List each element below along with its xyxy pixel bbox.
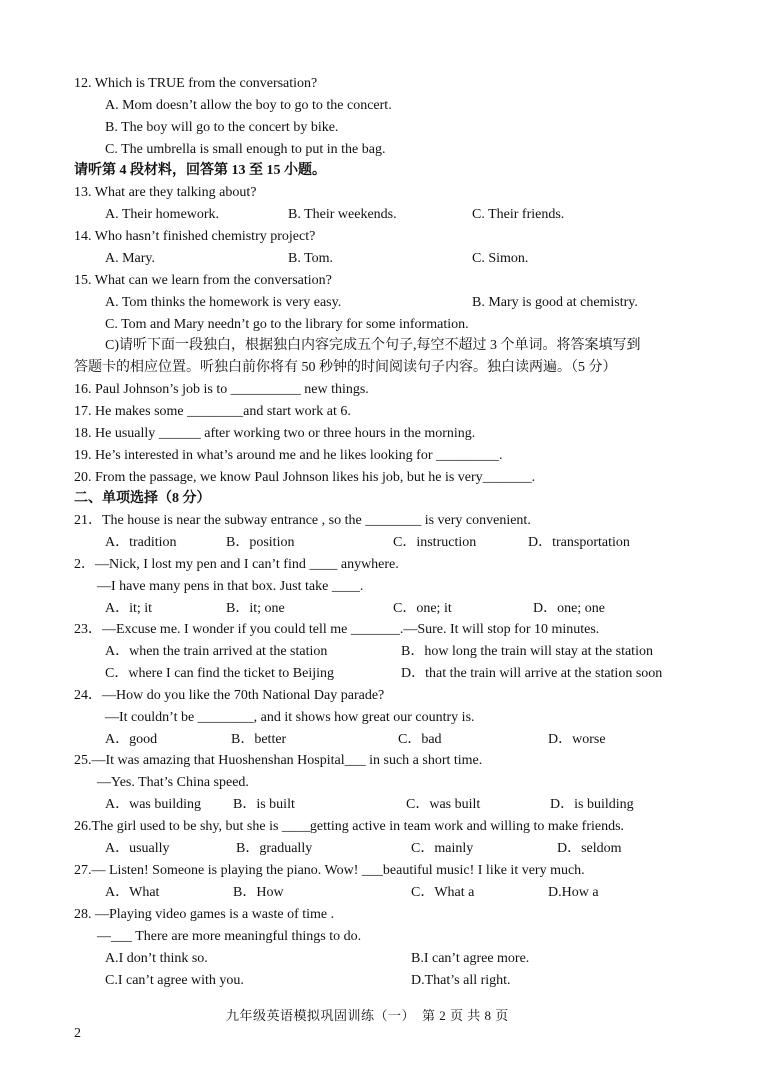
option-23c: C．where I can find the ticket to Beijing [105, 666, 334, 681]
option-28c: C.I can’t agree with you. [105, 973, 244, 988]
option-25a: A．was building [105, 797, 202, 812]
option-12b: B. The boy will go to the concert by bike. [105, 120, 339, 135]
option-21b: B．position [226, 535, 295, 550]
question-20: 20. From the passage, we know Paul Johnson likes his job, but he is very_______. [74, 470, 536, 485]
option-25c: C．was built [406, 797, 481, 812]
option-24a: A．good [105, 732, 158, 747]
option-13b: B. Their weekends. [288, 207, 397, 222]
question-15: 15. What can we learn from the conversation? [74, 273, 332, 288]
option-14b: B. Tom. [288, 251, 334, 266]
question-22: 2．—Nick, I lost my pen and I can’t find ____ anywhere. [74, 557, 399, 572]
question-12: 12. Which is TRUE from the conversation? [74, 76, 318, 91]
question-18: 18. He usually ______ after working two or three hours in the morning. [74, 426, 476, 441]
option-22d: D．one; one [533, 601, 605, 616]
option-28b: B.I can’t agree more. [411, 951, 530, 966]
option-13c: C. Their friends. [472, 207, 565, 222]
question-16: 16. Paul Johnson’s job is to __________ new things. [74, 382, 369, 397]
option-28d: D.That’s all right. [411, 973, 511, 988]
question-25-response: —Yes. That’s China speed. [97, 775, 249, 790]
option-23d: D．that the train will arrive at the station soon [401, 666, 663, 681]
option-24b: B．better [231, 732, 287, 747]
section-c-instruction-2: 答题卡的相应位置。听独白前你将有 50 秒钟的时间阅读句子内容。独白读两遍。（5 分） [74, 360, 617, 375]
option-26c: C．mainly [411, 841, 474, 856]
option-22c: C．one; it [393, 601, 452, 616]
question-26: 26.The girl used to be shy, but she is ____getting active in team work and willing to make friends. [74, 819, 625, 834]
option-25d: D．is building [550, 797, 634, 812]
option-27a: A．What [105, 885, 160, 900]
option-27c: C．What a [411, 885, 475, 900]
option-25b: B．is built [233, 797, 295, 812]
option-22b: B．it; one [226, 601, 285, 616]
section-2-heading: 二、单项选择（8 分） [74, 491, 211, 506]
option-12c: C. The umbrella is small enough to put in the bag. [105, 142, 386, 157]
question-19: 19. He’s interested in what’s around me and he likes looking for _________. [74, 448, 503, 463]
option-15b: B. Mary is good at chemistry. [472, 295, 638, 310]
option-22a: A．it; it [105, 601, 153, 616]
page-footer: 九年级英语模拟巩固训练（一） 第 2 页 共 8 页 [226, 1008, 509, 1023]
option-26a: A．usually [105, 841, 170, 856]
question-17: 17. He makes some ________and start work at 6. [74, 404, 351, 419]
question-22-response: —I have many pens in that box. Just take ____. [97, 579, 364, 594]
option-23a: A．when the train arrived at the station [105, 644, 328, 659]
option-14a: A. Mary. [105, 251, 156, 266]
option-28a: A.I don’t think so. [105, 951, 208, 966]
section-instruction-4: 请听第 4 段材料，回答第 13 至 15 小题。 [74, 163, 326, 178]
question-24-response: —It couldn’t be ________, and it shows how great our country is. [105, 710, 475, 725]
option-15a: A. Tom thinks the homework is very easy. [105, 295, 342, 310]
question-13: 13. What are they talking about? [74, 185, 257, 200]
option-27b: B．How [233, 885, 284, 900]
option-21a: A．tradition [105, 535, 177, 550]
question-27: 27.— Listen! Someone is playing the piano. Wow! ___beautiful music! I like it very much. [74, 863, 585, 878]
option-21d: D．transportation [528, 535, 630, 550]
option-21c: C．instruction [393, 535, 477, 550]
option-12a: A. Mom doesn’t allow the boy to go to the concert. [105, 98, 392, 113]
question-21: 21．The house is near the subway entrance , so the ________ is very convenient. [74, 513, 531, 528]
question-25: 25.—It was amazing that Huoshenshan Hospital___ in such a short time. [74, 753, 483, 768]
option-27d: D.How a [548, 885, 599, 900]
question-14: 14. Who hasn’t finished chemistry project? [74, 229, 316, 244]
option-26b: B．gradually [236, 841, 313, 856]
option-23b: B．how long the train will stay at the station [401, 644, 653, 659]
option-26d: D．seldom [557, 841, 622, 856]
section-c-instruction-1: C)请听下面一段独白，根据独白内容完成五个句子,每空不超过 3 个单词。将答案填写到 [105, 338, 641, 353]
question-23: 23．—Excuse me. I wonder if you could tell me _______.—Sure. It will stop for 10 minutes. [74, 622, 600, 637]
question-24: 24．—How do you like the 70th National Day parade? [74, 688, 385, 703]
option-24d: D．worse [548, 732, 606, 747]
option-14c: C. Simon. [472, 251, 529, 266]
option-13a: A. Their homework. [105, 207, 220, 222]
question-28: 28. —Playing video games is a waste of time . [74, 907, 335, 922]
page-number: 2 [74, 1026, 81, 1041]
option-15c: C. Tom and Mary needn’t go to the library for some information. [105, 317, 469, 332]
option-24c: C．bad [398, 732, 442, 747]
question-28-response: —___ There are more meaningful things to do. [97, 929, 362, 944]
